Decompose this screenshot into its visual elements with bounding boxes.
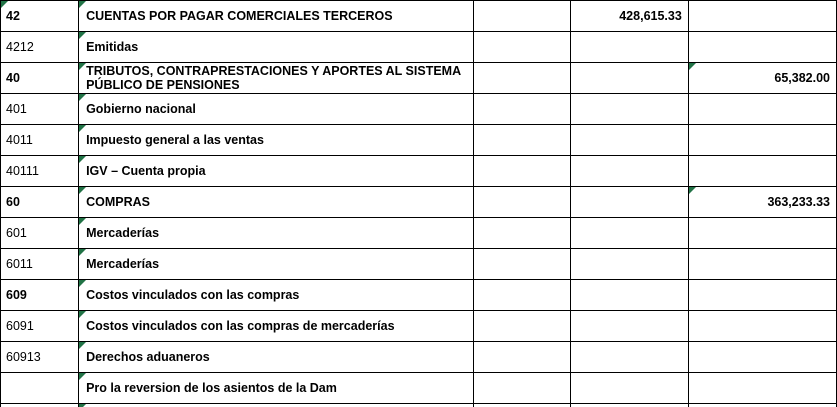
cell-debit[interactable] <box>570 249 688 280</box>
cell-text: Mercaderías <box>86 226 160 240</box>
cell-text: Costos vinculados con las compras <box>86 288 300 302</box>
table-row[interactable] <box>1 156 837 187</box>
cell-extra[interactable] <box>473 342 570 373</box>
cell-description[interactable] <box>79 125 473 156</box>
comment-marker-icon <box>79 156 86 163</box>
cell-text: 6091 <box>6 319 34 333</box>
cell-debit[interactable] <box>570 342 688 373</box>
table-row[interactable] <box>1 125 837 156</box>
cell-credit[interactable] <box>688 342 836 373</box>
cell-text: 4212 <box>6 40 34 54</box>
cell-debit[interactable] <box>570 280 688 311</box>
comment-marker-icon <box>79 342 86 349</box>
cell-text: 60 <box>6 195 20 209</box>
cell-extra[interactable] <box>473 311 570 342</box>
cell-code[interactable] <box>1 280 79 311</box>
cell-extra[interactable] <box>473 280 570 311</box>
cell-description[interactable] <box>79 404 473 407</box>
cell-text: 601 <box>6 226 27 240</box>
cell-extra[interactable] <box>473 32 570 63</box>
cell-text: 401 <box>6 102 27 116</box>
cell-text: 40111 <box>6 164 39 178</box>
comment-marker-icon <box>79 218 86 225</box>
comment-marker-icon <box>79 63 86 70</box>
comment-marker-icon <box>79 311 86 318</box>
cell-debit[interactable] <box>570 125 688 156</box>
cell-text: 42 <box>6 9 20 23</box>
cell-extra[interactable] <box>473 249 570 280</box>
cell-debit[interactable] <box>570 156 688 187</box>
cell-credit[interactable] <box>688 373 836 404</box>
cell-text: 60913 <box>6 350 41 364</box>
table-row[interactable] <box>1 373 837 404</box>
comment-marker-icon <box>79 249 86 256</box>
comment-marker-icon <box>1 1 8 8</box>
cell-text: 6011 <box>6 257 33 271</box>
cell-debit[interactable] <box>570 187 688 218</box>
cell-code[interactable] <box>1 342 79 373</box>
comment-marker-icon <box>79 280 86 287</box>
cell-text: 609 <box>6 288 27 302</box>
cell-text: 363,233.33 <box>767 195 830 209</box>
comment-marker-icon <box>79 94 86 101</box>
cell-text: Costos vinculados con las compras de mercaderías <box>86 319 395 333</box>
cell-description[interactable] <box>79 280 473 311</box>
table-row[interactable] <box>1 218 837 249</box>
cell-code[interactable] <box>1 1 79 32</box>
cell-debit[interactable] <box>570 94 688 125</box>
cell-text: 428,615.33 <box>619 9 682 23</box>
cell-credit[interactable] <box>688 32 836 63</box>
cell-text: Emitidas <box>86 40 139 54</box>
cell-extra[interactable] <box>473 125 570 156</box>
cell-credit[interactable] <box>688 125 836 156</box>
cell-text: TRIBUTOS, CONTRAPRESTACIONES Y APORTES AL SISTEMA PÚBLICO DE PENSIONES <box>86 64 461 92</box>
cell-extra[interactable] <box>473 94 570 125</box>
cell-description[interactable] <box>79 311 473 342</box>
cell-description[interactable] <box>79 32 473 63</box>
comment-marker-icon <box>79 125 86 132</box>
cell-credit[interactable] <box>688 280 836 311</box>
cell-extra[interactable] <box>473 1 570 32</box>
cell-code[interactable] <box>1 156 79 187</box>
comment-marker-icon <box>79 1 86 8</box>
cell-credit[interactable] <box>688 63 836 94</box>
cell-extra[interactable] <box>473 404 570 407</box>
cell-credit[interactable] <box>688 404 836 407</box>
table-row[interactable] <box>1 63 837 94</box>
cell-text: Mercaderías <box>86 257 160 271</box>
cell-credit[interactable] <box>688 249 836 280</box>
cell-text: Pro la reversion de los asientos de la Dam <box>86 381 337 395</box>
cell-credit[interactable] <box>688 187 836 218</box>
cell-text: Gobierno nacional <box>86 102 196 116</box>
comment-marker-icon <box>689 63 696 70</box>
cell-code[interactable] <box>1 404 79 407</box>
cell-description[interactable] <box>79 187 473 218</box>
cell-credit[interactable] <box>688 94 836 125</box>
table-row[interactable] <box>1 311 837 342</box>
cell-text: 4011 <box>6 133 33 147</box>
cell-debit[interactable] <box>570 32 688 63</box>
cell-description[interactable] <box>79 373 473 404</box>
comment-marker-icon <box>79 373 86 380</box>
cell-description[interactable] <box>79 1 473 32</box>
cell-text: CUENTAS POR PAGAR COMERCIALES TERCEROS <box>86 9 393 23</box>
cell-debit[interactable] <box>570 373 688 404</box>
cell-extra[interactable] <box>473 156 570 187</box>
cell-description[interactable] <box>79 94 473 125</box>
cell-text: IGV – Cuenta propia <box>86 164 206 178</box>
cell-credit[interactable] <box>688 218 836 249</box>
table-row[interactable] <box>1 94 837 125</box>
comment-marker-icon <box>79 32 86 39</box>
table-row[interactable] <box>1 1 837 32</box>
cell-extra[interactable] <box>473 63 570 94</box>
cell-code[interactable] <box>1 63 79 94</box>
cell-description[interactable] <box>79 63 473 94</box>
cell-credit[interactable] <box>688 311 836 342</box>
table-row[interactable] <box>1 342 837 373</box>
cell-description[interactable] <box>79 156 473 187</box>
cell-code[interactable] <box>1 32 79 63</box>
comment-marker-icon <box>79 187 86 194</box>
cell-code[interactable] <box>1 187 79 218</box>
table-row[interactable] <box>1 280 837 311</box>
cell-extra[interactable] <box>473 373 570 404</box>
cell-text: 40 <box>6 71 20 85</box>
cell-text: Derechos aduaneros <box>86 350 210 364</box>
table-row[interactable] <box>1 32 837 63</box>
cell-code[interactable] <box>1 373 79 404</box>
cell-text: COMPRAS <box>86 195 150 209</box>
cell-text: Impuesto general a las ventas <box>86 133 264 147</box>
cell-description[interactable] <box>79 218 473 249</box>
table-body <box>1 1 837 407</box>
cell-extra[interactable] <box>473 218 570 249</box>
cell-extra[interactable] <box>473 187 570 218</box>
cell-code[interactable] <box>1 94 79 125</box>
cell-credit[interactable] <box>688 1 836 32</box>
cell-code[interactable] <box>1 249 79 280</box>
cell-debit[interactable] <box>570 1 688 32</box>
cell-credit[interactable] <box>688 156 836 187</box>
comment-marker-icon <box>689 187 696 194</box>
cell-debit[interactable] <box>570 404 688 407</box>
cell-description[interactable] <box>79 249 473 280</box>
cell-text: 65,382.00 <box>774 71 830 85</box>
table-row[interactable] <box>1 404 837 407</box>
table-row[interactable] <box>1 187 837 218</box>
cell-debit[interactable] <box>570 218 688 249</box>
cell-code[interactable] <box>1 218 79 249</box>
table-row[interactable] <box>1 249 837 280</box>
cell-debit[interactable] <box>570 311 688 342</box>
cell-description[interactable] <box>79 342 473 373</box>
cell-code[interactable] <box>1 125 79 156</box>
cell-debit[interactable] <box>570 63 688 94</box>
cell-code[interactable] <box>1 311 79 342</box>
